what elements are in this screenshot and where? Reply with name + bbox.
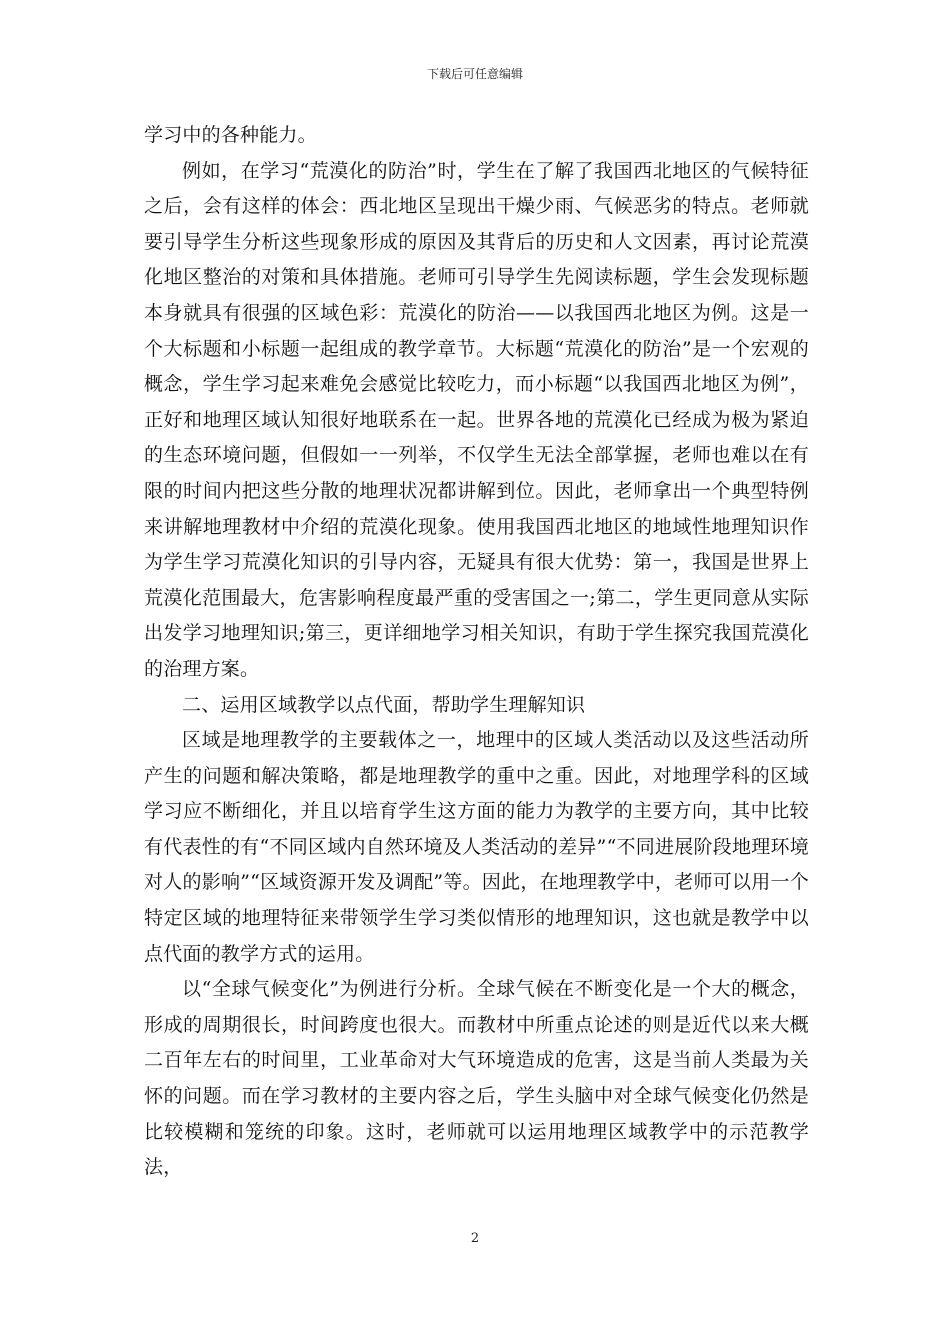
page-number: 2 xyxy=(470,1231,480,1246)
document-body xyxy=(144,118,809,1186)
page-header: 下载后可任意编辑 xyxy=(426,67,523,81)
paragraph: 例如，在学习“荒漠化的防治”时，学生在了解了我国西北地区的气候特征之后，会有这样的体会：西北地区呈现出干燥少雨、气候恶劣的特点。老师就要引导学生分析这些现象形成的原因及其背后的历史和人文因素，再讨论荒漠化地区整治的对策和具体措施。老师可引导学生先阅读标题，学生会发现标题本身就具有很强的区域色彩：荒漠化的防治——以我国西北地区为例。这是一个大标题和小标题一起组成的教学章节。大标题“荒漠化的防治”是一个宏观的概念，学生学习起来难免会感觉比较吃力，而小标题“以我国西北地区为例”，正好和地理区域认知很好地联系在一起。世界各地的荒漠化已经成为极为紧迫的生态环境问题，但假如一一列举，不仅学生无法全部掌握，老师也难以在有限的时间内把这些分散的地理状况都讲解到位。因此，老师拿出一个典型特例来讲解地理教材中介绍的荒漠化现象。使用我国西北地区的地域性地理知识作为学生学习荒漠化知识的引导内容，无疑具有很大优势：第一，我国是世界上荒漠化范围最大，危害影响程度最严重的受害国之一;第二，学生更同意从实际出发学习地理知识;第三，更详细地学习相关知识，有助于学生探究我国荒漠化的治理方案。 xyxy=(144,159,809,680)
paragraph: 学习中的各种能力。 xyxy=(144,124,317,146)
section-heading: 二、运用区域教学以点代面，帮助学生理解知识 xyxy=(182,693,586,716)
paragraph: 以“全球气候变化”为例进行分析。全球气候在不断变化是一个大的概念，形成的周期很长，时间跨度也很大。而教材中所重点论述的则是近代以来大概二百年左右的时间里，工业革命对大气环境造成的危害，这是当前人类最为关怀的问题。而在学习教材的主要内容之后，学生头脑中对全球气候变化仍然是比较模糊和笼统的印象。这时，老师就可以运用地理区域教学中的示范教学法， xyxy=(144,978,809,1179)
paragraph: 区域是地理教学的主要载体之一，地理中的区域人类活动以及这些活动所产生的问题和解决策略，都是地理教学的重中之重。因此，对地理学科的区域学习应不断细化，并且以培育学生这方面的能力为教学的主要方向，其中比较有代表性的有“不同区域内自然环境及人类活动的差异”“不同进展阶段地理环境对人的影响”“区域资源开发及调配”等。因此，在地理教学中，老师可以用一个特定区域的地理特征来带领学生学习类似情形的地理知识，这也就是教学中以点代面的教学方式的运用。 xyxy=(144,729,809,965)
